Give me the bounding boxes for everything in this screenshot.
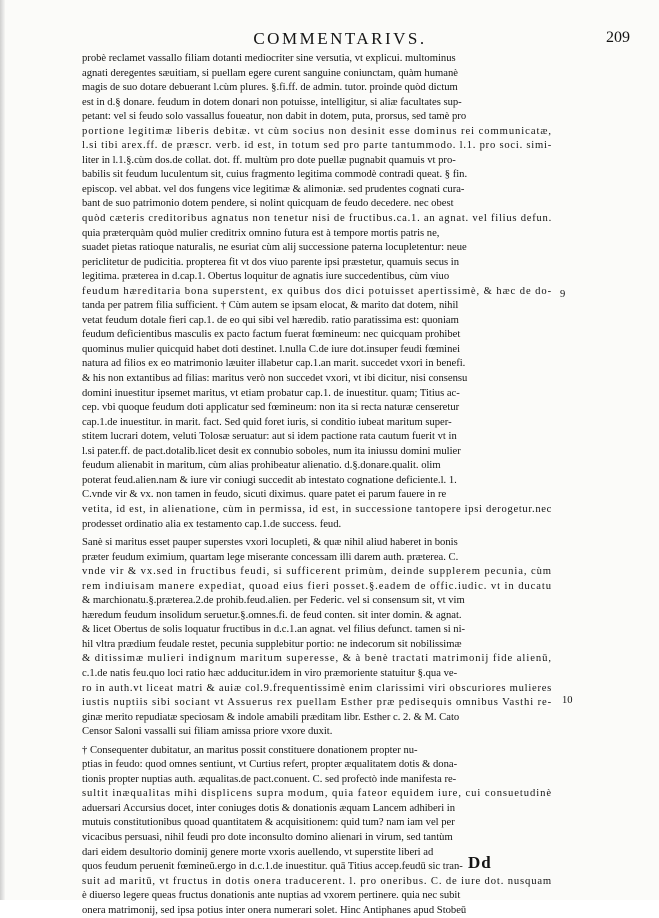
text-line: quominus mulier quicquid habet doti destinet. l.nulla C.de iure dot.insuper feudi fœminei xyxy=(82,343,461,355)
text-line: & his non extantibus ad filias: maritus verò non succedet vxori, vt ibi dicitur, nisi consensu xyxy=(82,373,468,385)
text-line: prodesset ordinatio alia ex testamento cap.1.de success. feud. xyxy=(82,518,342,530)
text-line: & ditissimæ mulieri indignum maritum superesse, & à benè tractati matrimonij fide alienū, xyxy=(82,653,552,665)
text-line: quia præterquàm quòd mulier creditrix omnino futura est à tempore mortis patris ne, xyxy=(82,227,440,239)
text-line: l.si pater.ff. de pact.dotalib.licet desit ex connubio soboles, num ita iniussu domini mulier xyxy=(82,445,461,457)
text-line: feudum deficientibus masculis ex pacto factum fuerat fœmineum: nec quicquam prohibet xyxy=(82,329,461,341)
text-line: ginæ merito repudiatæ speciosam & indole amabili præditam libr. Esther c. 2. & M. Cato xyxy=(82,711,460,723)
text-line: mutuis constitutionibus quoad quantitatem & acquisitionem: quid tum? nam iam vel per xyxy=(82,817,455,829)
text-line: vetita, id est, in alienatione, cùm in permissa, id est, in successione tantopere ipsi derogetur.nec xyxy=(82,503,553,515)
text-line: poterat feud.alien.nam & iure vir coniugi succedit ab intestato cognatione deficiente.l. 1. xyxy=(82,474,457,486)
text-line: c.1.de natis feu.quo loci ratio hæc adducitur.idem in viro præmoriente statuitur §.qua ve- xyxy=(82,667,458,679)
text-line: l.si tibi arex.ff. de præscr. verb. id est, in totum sed pro parte tantummodo. l.1. pro soci. simi- xyxy=(82,140,552,152)
text-line: dari eidem desultorio dominij genere morte vxoris auellendo, vt superstite liberi ad xyxy=(82,846,434,858)
text-line: domini inuestitur ipsemet maritus, vt etiam probatur cap.1. de inuestitur. quam; Titius ac- xyxy=(82,387,460,399)
text-line: legitima. præterea in d.cap.1. Obertus loquitur de agnatis iure succedentibus, cùm viuo xyxy=(82,271,450,283)
text-line: bant de suo patrimonio dotem pendere, si nolint quicquam de feudo decedere. nec obest xyxy=(82,198,454,210)
text-line: liter in l.1.§.cùm dos.de collat. dot. ff. multùm pro dote puellæ pugnabit quamuis vt pro- xyxy=(82,154,456,166)
text-line: iustis nuptiis sibi sociant vt Assuerus rex puellam Esther præ pedisequis omnibus Vasthi re- xyxy=(82,697,553,709)
text-line: portione legitimæ liberis debitæ. vt cùm socius non desinit esse dominus rei communicatæ, xyxy=(82,125,552,137)
text-line: magis de suo dotare debuerant l.cùm plures. §.fi.ff. de admin. tutor. proinde quòd dictum xyxy=(82,82,458,94)
text-line: stitem lucrari dotem, veluti Tolosæ seruatur: aut si idem pactione rata cautum fuerit vt in xyxy=(82,431,457,443)
text-line: aduersari Accursius docet, inter coniuges dotis & donationis æquam Lancem adhiberi in xyxy=(82,802,456,814)
signature-mark: Dd xyxy=(468,853,492,872)
text-line: quos feudum peruenit fœmineŭ.ergo in d.c.1.de inuestitur. quā Titius accep.feudū sic tran- xyxy=(82,861,463,873)
page-number: 209 xyxy=(606,29,630,46)
text-line: cep. vbi quoque feudum doti applicatur sed fœmineum: non ita si recta naturæ censeretur xyxy=(82,402,460,414)
text-line: ro in auth.vt liceat matri & auiæ col.9.frequentissimè enim clarissimi viri obscuriores mulieres xyxy=(82,682,552,694)
text-line: Sanè si maritus esset pauper superstes vxori locupleti, & quæ nihil aliud haberet in bonis xyxy=(82,537,458,549)
text-line: & licet Obertus de solis loquatur fructibus in d.c.1.an agnat. vel filius defunct. tamen si ni- xyxy=(82,624,466,636)
text-line: vnde vir & vx.sed in fructibus feudi, si sufficerent primùm, deinde supplerem pecunia, cùm xyxy=(82,566,552,578)
text-line: periclitetur de pudicitia. propterea fit vt dos viuo parente ipsi præstetur, quamuis secus in xyxy=(82,256,460,268)
text-line: C.vnde vir & vx. non tamen in feudo, sicuti diximus. quare patet ei parum fauere in re xyxy=(82,489,447,501)
text-line: agnati deregentes sæuitiam, si puellam egere curent sanguine coniunctam, quàm humanè xyxy=(82,67,458,79)
margin-note-number: 10 xyxy=(562,695,573,706)
text-line: præter feudum eximium, quartam lege miserante concessam illi darem auth. præterea. C. xyxy=(82,551,459,563)
running-head: COMMENTARIVS. xyxy=(253,29,427,48)
text-line: cap.1.de inuestitur. in marit. fact. Sed quid foret iuris, si conditio iubeat maritum super- xyxy=(82,416,452,428)
text-line: ptias in feudo: quod omnes sentiunt, vt Curtius refert, propter æqualitatem dotis & dona- xyxy=(82,759,458,771)
text-line: rem indiuisam manere expediat, quoad eius fieri posset.§.eadem de offic.iudic. vt in ducatu xyxy=(82,580,552,592)
text-line: suadet pietas ratioque naturalis, ne esuriat cùm alij successione paterna locupletentur: neue xyxy=(82,242,467,254)
text-line: natura ad filios ex eo matrimonio læuiter illabetur cap.1.an marit. succedet vxori in benefi. xyxy=(82,358,466,370)
text-line: petant: vel si feudo solo vassallus foueatur, non dabit in dotem, puta, prorsus, sed tamè pro xyxy=(82,111,467,123)
text-line: & marchionatu.§.præterea.2.de prohib.feud.alien. per Federic. vel si consensum sit, vt vim xyxy=(82,595,465,607)
text-line: sultit inæqualitas mihi displicens supra modum, quia fateor equidem iure, cui consuetudinè xyxy=(82,788,552,800)
text-line: babilis sit feudum luculentum sit, cuius fragmento legitima commodè contradi queat. § fin. xyxy=(82,169,468,181)
text-line: episcop. vel abbat. vel dos fungens vice legitimæ & alimoniæ. sed prudentes cognati cura- xyxy=(82,183,465,195)
margin-note-number: 9 xyxy=(560,289,566,300)
text-line: feudum hæreditaria bona superstent, ex quibus dos dici potuisset apertissimè, & hæc de do- xyxy=(82,285,553,297)
text-line: † Consequenter dubitatur, an maritus possit constituere donationem propter nu- xyxy=(82,744,418,756)
text-line: vetat feudum dotale fieri cap.1. de eo qui sibi vel hæredib. ratio paratissima est: quoniam xyxy=(82,314,459,326)
text-line: quòd cæteris creditoribus agnatus non tenetur nisi de fructibus.ca.1. an agnat. vel filius defun. xyxy=(82,213,553,225)
body-text xyxy=(82,52,552,918)
page-header xyxy=(60,29,630,53)
text-line: tanda per patrem filia sufficient. † Cùm autem se ipsam elocat, & marito dat dotem, nihil xyxy=(82,300,459,312)
text-line: è diuerso legere queas fructus donationis ante nuptias ad vxorem pertinere. quia nec subit xyxy=(82,890,461,902)
text-line: tionis propter nuptias auth. æqualitas.de pact.conuent. C. sed profectò inde manifesta re- xyxy=(82,773,457,785)
text-line: est in d.§ donare. feudum in dotem donari non potuisse, intelligitur, si aliæ facultates sup- xyxy=(82,96,462,108)
text-line: suit ad maritū, vt fructus in dotis onera traducerent. l. pro oneribus. C. de iure dot. nusquam xyxy=(82,875,553,887)
text-line: hæredum feudum insolidum seruetur.§.omnes.fi. de feud conten. sit inter domin. & agnat. xyxy=(82,609,462,621)
text-line: onera matrimonij, sed ipsa potius inter onera numerari solet. Hinc Antiphanes apud Stobeū xyxy=(82,904,467,916)
text-line: feudum alienabit in maritum, cùm alias prohibeatur alienatio. d.§.donare.qualit. olim xyxy=(82,460,441,472)
page-gutter-shadow xyxy=(0,0,5,900)
text-line: Censor Saloni vassalli sui filiam amissa priore vxore duxit. xyxy=(82,726,333,738)
text-line: probè reclamet vassallo filiam dotanti mediocriter sine versutia, vt explicui. multominus xyxy=(82,53,456,64)
text-line: vicacibus persuasi, nihil feudi pro dote inconsulto domino alienari in virum, sed tantùm xyxy=(82,831,453,843)
text-line: hil vltra prædium feudale restet, pecunia supplebitur portio: ne indecorum sit nobilissimæ xyxy=(82,638,462,650)
